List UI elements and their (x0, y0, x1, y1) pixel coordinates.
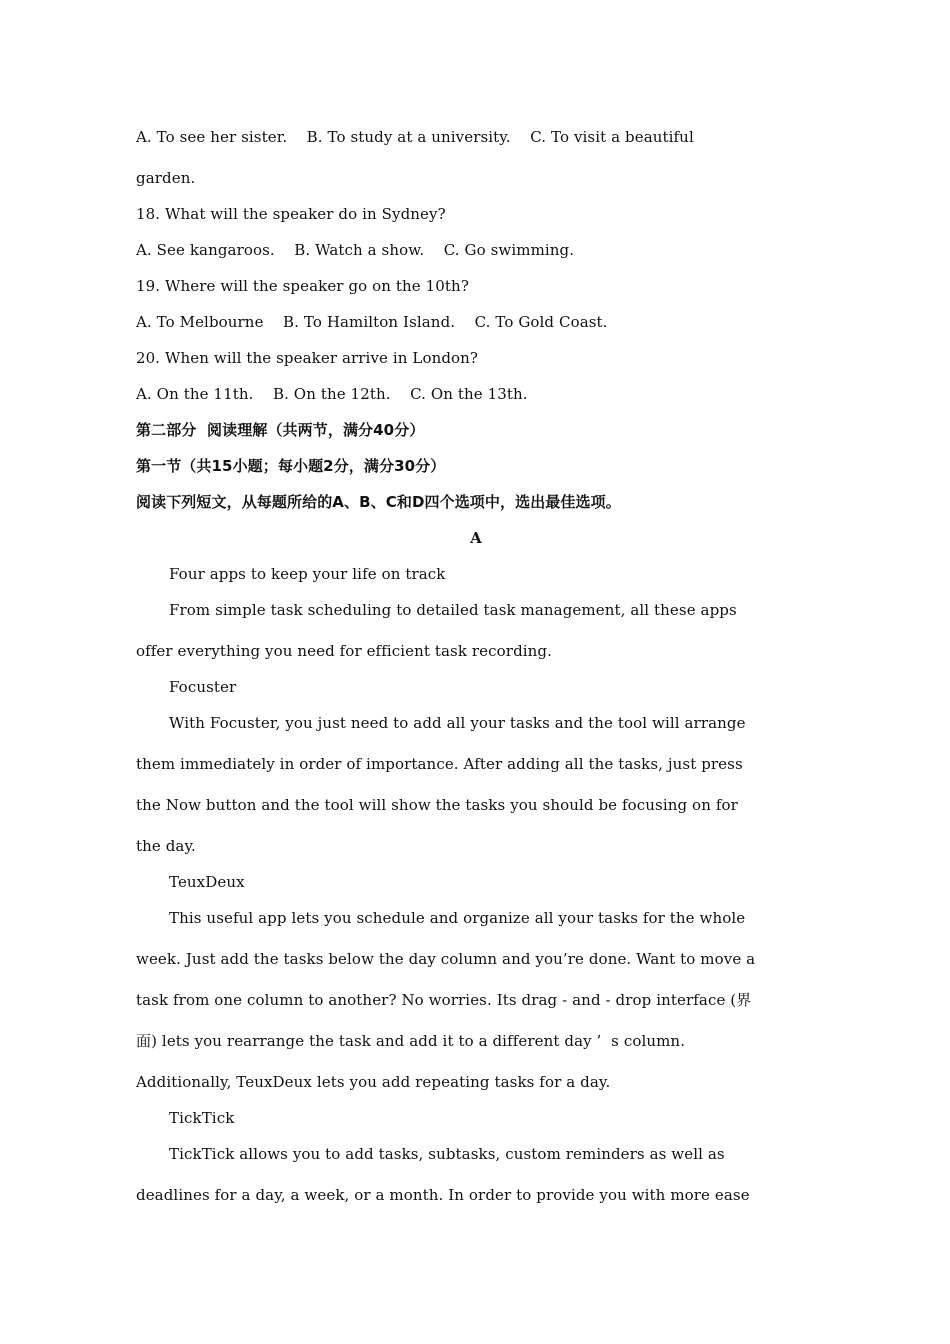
app3-name: TickTick (169, 1109, 235, 1127)
app3-line1: TickTick allows you to add tasks, subtasks, custom reminders as well as (169, 1145, 725, 1163)
app1-line4: the day. (136, 837, 196, 855)
passage-letter: A (470, 529, 482, 547)
q19-question: 19. Where will the speaker go on the 10th? (136, 277, 469, 295)
q18-options: A. See kangaroos. B. Watch a show. C. Go swimming. (136, 241, 575, 259)
part-title: 第二部分 阅读理解（共两节，满分40分） (136, 421, 425, 439)
q17-options-line2: garden. (136, 169, 196, 187)
instruction: 阅读下列短文，从每题所给的A、B、C和D四个选项中，选出最佳选项。 (136, 493, 621, 511)
app2-line4: 面) lets you rearrange the task and add it to a different day ’ s column. (136, 1032, 686, 1050)
q18-question: 18. What will the speaker do in Sydney? (136, 205, 446, 223)
intro-line2: offer everything you need for efficient task recording. (136, 642, 552, 660)
passage-title: Four apps to keep your life on track (169, 565, 446, 583)
q20-question: 20. When will the speaker arrive in London? (136, 349, 479, 367)
q19-options: A. To Melbourne B. To Hamilton Island. C. To Gold Coast. (136, 313, 608, 331)
app1-line3: the Now button and the tool will show the tasks you should be focusing on for (136, 796, 738, 814)
app1-line1: With Focuster, you just need to add all your tasks and the tool will arrange (169, 714, 746, 732)
app1-name: Focuster (169, 678, 237, 696)
app2-line1: This useful app lets you schedule and organize all your tasks for the whole (169, 909, 746, 927)
q17-options-line1: A. To see her sister. B. To study at a university. C. To visit a beautiful (136, 128, 694, 146)
app3-line2: deadlines for a day, a week, or a month. In order to provide you with more ease (136, 1186, 750, 1204)
intro-line1: From simple task scheduling to detailed task management, all these apps (169, 601, 737, 619)
app2-line2: week. Just add the tasks below the day column and you’re done. Want to move a (136, 950, 756, 968)
app2-line3: task from one column to another? No worries. Its drag - and - drop interface (界 (136, 991, 752, 1009)
section-title: 第一节（共15小题；每小题2分，满分30分） (136, 457, 446, 475)
app2-name: TeuxDeux (169, 873, 245, 891)
app1-line2: them immediately in order of importance. After adding all the tasks, just press (136, 755, 743, 773)
app2-line5: Additionally, TeuxDeux lets you add repeating tasks for a day. (136, 1073, 611, 1091)
q20-options: A. On the 11th. B. On the 12th. C. On the 13th. (136, 385, 528, 403)
